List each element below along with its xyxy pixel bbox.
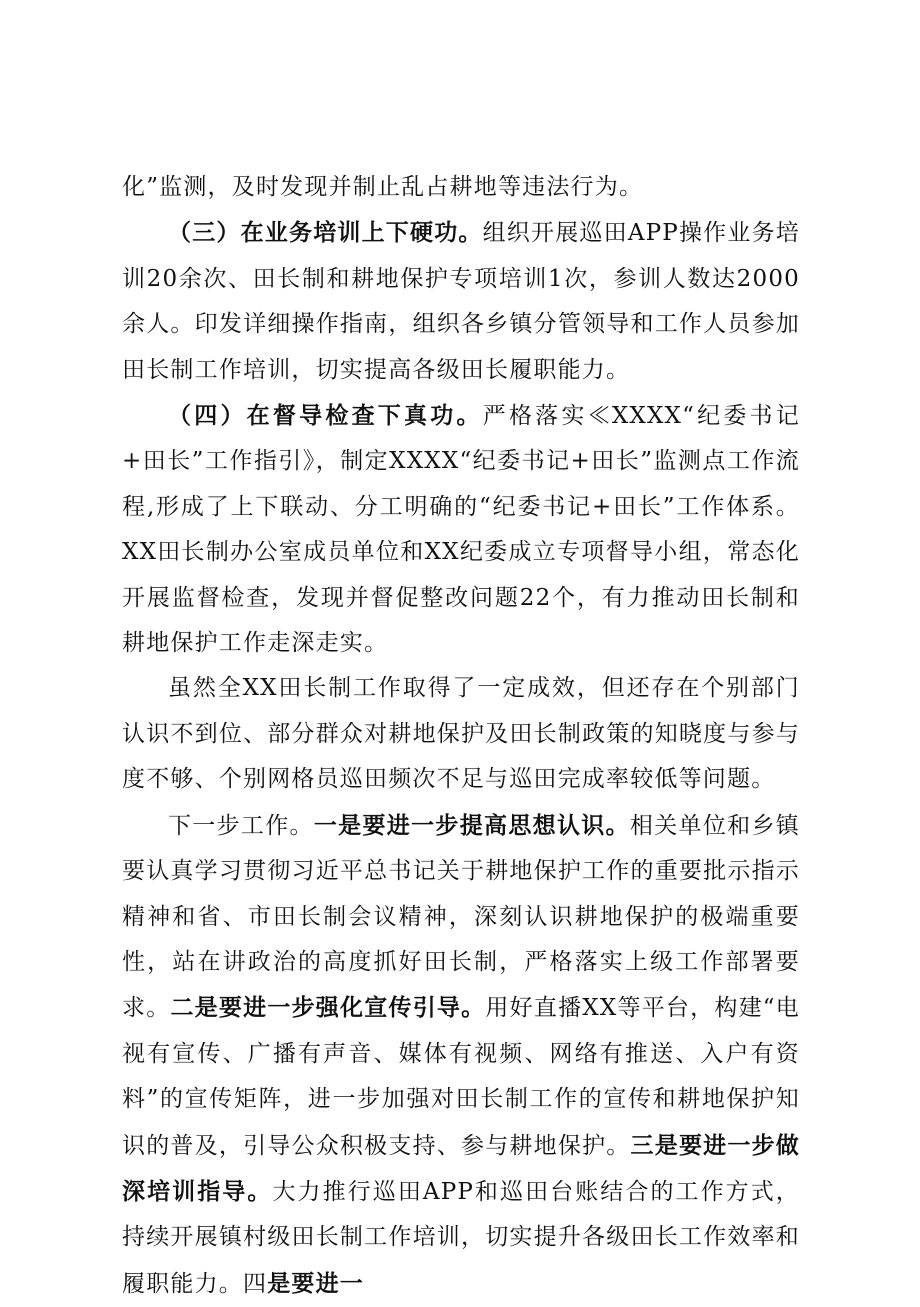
section-heading-supervision: （四）在督导检查下真功。 bbox=[168, 402, 483, 430]
point-two-heading: 二是要进一步强化宣传引导。 bbox=[170, 994, 486, 1022]
paragraph-supervision bbox=[122, 393, 800, 666]
text-run: 虽然全XX田长制工作取得了一定成效，但还存在个别部门认识不到位、部分群众对耕地保护及田长制政策的知晓度与参与度不够、个别网格员巡田频次不足与巡田完成率较低等问题。 bbox=[122, 675, 800, 793]
paragraph-continuation bbox=[122, 165, 800, 210]
text-run: 大力推行巡田APP和巡田台账结合的工作方式，持续开展镇村级田长制工作培训，切实提升各级田长工作效率和履职能力。四 bbox=[122, 1178, 801, 1297]
text-run: 严格落实≪XXXX“纪委书记+田长”工作指引》，制定XXXX“纪委书记+田长”监测点工作流程,形成了上下联动、分工明确的“纪委书记+田长”工作体系。XX田长制办公室成员单位和XX纪委成立专项督导小组，常态化开展监督检查，发现并督促整改问题22个，有力推动田长制和耕地保护工作走深走实。 bbox=[122, 403, 800, 657]
text-run: 下一步工作。 bbox=[168, 812, 314, 839]
paragraph-next-steps bbox=[122, 803, 800, 1307]
point-four-heading: 是要进一 bbox=[267, 1269, 365, 1297]
point-three-heading: 三是要进一步做深培训指导。 bbox=[122, 1131, 801, 1205]
section-heading-training: （三）在业务培训上下硬功。 bbox=[168, 219, 483, 247]
text-run: 相关单位和乡镇要认真学习贯彻习近平总书记关于耕地保护工作的重要批示指示精神和省、市田长制会议精神，深刻认识耕地保护的极端重要性，站在讲政治的高度抓好田长制，严格落实上级工作部署要求。 bbox=[122, 812, 800, 1022]
document-body bbox=[122, 165, 800, 1307]
paragraph-training bbox=[122, 210, 800, 393]
point-one-heading: 一是要进一步提高思想认识。 bbox=[313, 811, 630, 839]
paragraph-problems bbox=[122, 666, 800, 802]
text-run: 组织开展巡田APP操作业务培训20余次、田长制和耕地保护专项培训1次，参训人数达2000余人。印发详细操作指南，组织各乡镇分管领导和工作人员参加田长制工作培训，切实提高各级田长履职能力。 bbox=[122, 220, 800, 383]
text-run: 化”监测，及时发现并制止乱占耕地等违法行为。 bbox=[122, 174, 644, 200]
text-run: 用好直播XX等平台，构建“电视有宣传、广播有声音、媒体有视频、网络有推送、入户有资料”的宣传矩阵，进一步加强对田长制工作的宣传和耕地保护知识的普及，引导公众积极支持、参与耕地保护。 bbox=[122, 995, 800, 1159]
